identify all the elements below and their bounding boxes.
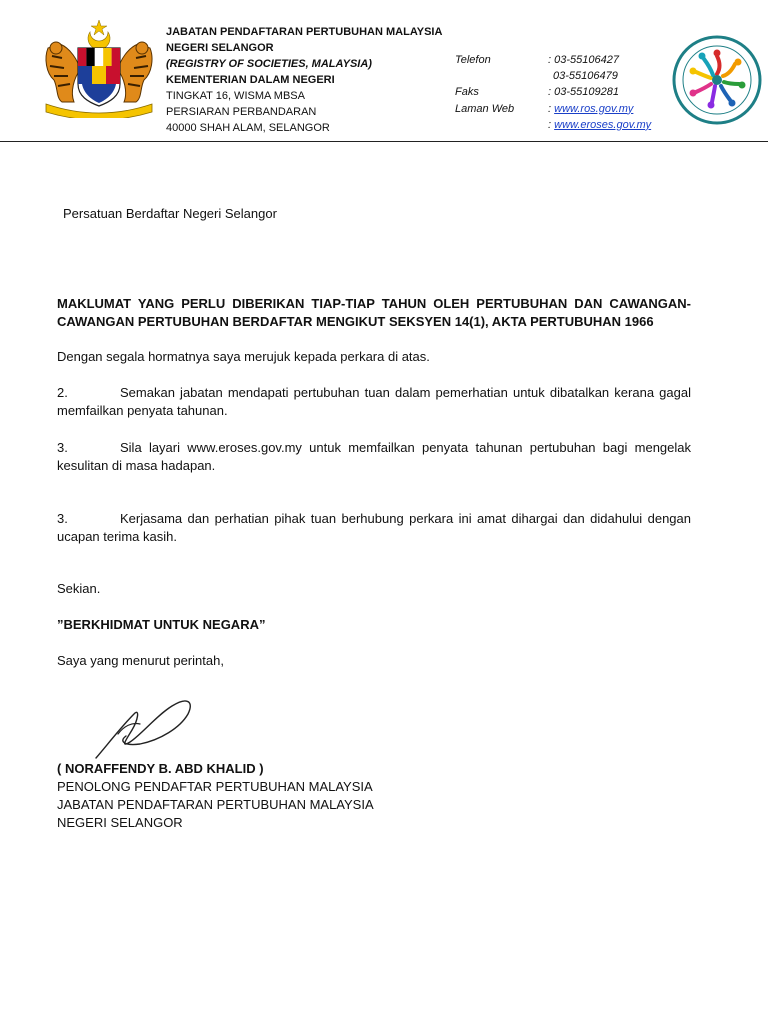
header-divider <box>0 141 768 142</box>
telefon-label: Telefon <box>455 54 491 66</box>
opening-paragraph: Dengan segala hormatnya saya merujuk kepada perkara di atas. <box>57 349 430 364</box>
ros-emblem-icon <box>672 34 762 126</box>
signatory-title-3: NEGERI SELANGOR <box>57 815 183 830</box>
signatory-title-2: JABATAN PENDAFTARAN PERTUBUHAN MALAYSIA <box>57 797 374 812</box>
letter-subject: MAKLUMAT YANG PERLU DIBERIKAN TIAP-TIAP TAHUN OLEH PERTUBUHAN DAN CAWANGAN-CAWANGAN PERTUBUHAN BERDAFTAR MENGIKUT SEKSYEN 14(1), AKTA PERTUBUHAN 1966 <box>57 296 691 329</box>
org-ministry: KEMENTERIAN DALAM NEGERI <box>166 74 335 86</box>
web-separator-2: : <box>548 118 555 131</box>
faks-value: : 03-55109281 <box>548 86 619 99</box>
telefon-value-1: : 03-55106427 <box>548 54 619 66</box>
paragraph-3-number: 3. <box>57 440 68 455</box>
address-line-1: TINGKAT 16, WISMA MBSA <box>166 90 305 102</box>
faks-label: Faks <box>455 86 479 99</box>
paragraph-2-text: Semakan jabatan mendapati pertubuhan tuan dalam pemerhatian untuk dibatalkan kerana gagal memfailkan penyata tahunan. <box>57 385 691 418</box>
signature <box>60 686 200 762</box>
organization-address <box>166 24 442 136</box>
paragraph-4 <box>57 510 691 546</box>
paragraph-4-number: 3. <box>57 511 68 526</box>
eroses-website-link[interactable]: www.eroses.gov.my <box>554 118 652 131</box>
telefon-value-2: 03-55106479 <box>553 70 618 83</box>
org-name: JABATAN PENDAFTARAN PERTUBUHAN MALAYSIA <box>166 26 443 38</box>
org-english-name: (REGISTRY OF SOCIETIES, MALAYSIA) <box>166 58 372 70</box>
addressee: Persatuan Berdaftar Negeri Selangor <box>63 206 277 221</box>
paragraph-3-text: Sila layari www.eroses.gov.my untuk memfailkan penyata tahunan pertubuhan bagi mengelak kesulitan di masa hadapan. <box>57 440 691 473</box>
web-row-2 <box>548 117 651 133</box>
perintah-text: Saya yang menurut perintah, <box>57 653 224 668</box>
closing-text: Sekian. <box>57 581 101 596</box>
paragraph-3 <box>57 439 691 475</box>
signature-block <box>57 760 374 832</box>
contact-labels <box>455 52 514 117</box>
org-state: NEGERI SELANGOR <box>166 42 274 54</box>
ros-website-link[interactable]: www.ros.gov.my <box>554 102 634 115</box>
address-line-3: 40000 SHAH ALAM, SELANGOR <box>166 122 330 134</box>
paragraph-4-text: Kerjasama dan perhatian pihak tuan berhubung perkara ini amat dihargai dan didahului dengan ucapan terima kasih. <box>57 511 691 544</box>
paragraph-2-number: 2. <box>57 385 68 400</box>
slogan: ”BERKHIDMAT UNTUK NEGARA” <box>57 617 266 632</box>
web-separator-1: : <box>548 102 555 115</box>
signatory-name: ( NORAFFENDY B. ABD KHALID ) <box>57 761 264 776</box>
contact-values <box>548 52 651 133</box>
paragraph-2 <box>57 384 691 420</box>
signatory-title-1: PENOLONG PENDAFTAR PERTUBUHAN MALAYSIA <box>57 779 373 794</box>
web-row-1 <box>548 101 651 117</box>
address-line-2: PERSIARAN PERBANDARAN <box>166 106 317 118</box>
web-label: Laman Web <box>455 102 515 115</box>
coat-of-arms-icon <box>40 18 158 118</box>
